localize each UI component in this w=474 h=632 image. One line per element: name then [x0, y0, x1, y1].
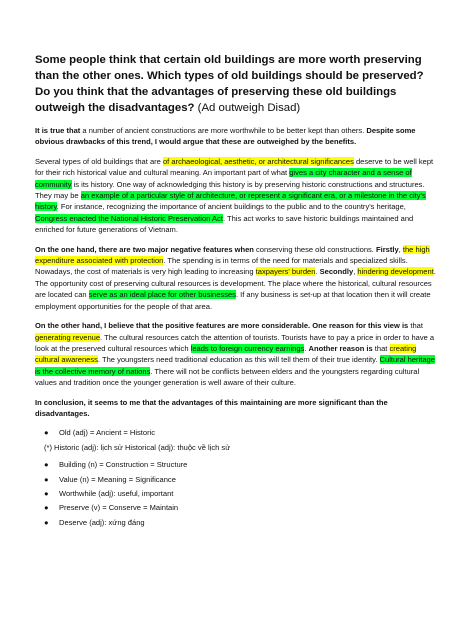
bold-run: Another reason is [308, 343, 373, 353]
intro-text: a number of ancient constructions are more worthwhile to be better kept than others. [80, 126, 367, 135]
text-run: . [315, 267, 320, 277]
highlight-yellow: the high expenditure associated with protection [35, 244, 430, 266]
prompt-note: (Ad outweigh Disad) [194, 102, 301, 114]
bold-run: Secondly [319, 267, 354, 277]
bullet-icon: ● [44, 474, 49, 484]
text-run: . [304, 343, 309, 353]
bullet-icon: ● [44, 460, 49, 470]
vocab-entry: Old (adj) = Ancient = Historic [59, 428, 156, 438]
highlight-yellow: creating cultural awareness [35, 343, 417, 365]
bullet-icon: ● [44, 488, 49, 498]
vocabulary-list [35, 427, 444, 438]
text-run: . If any business is set-up at that location then it will create employment opportunities for the people of that area. [35, 290, 431, 311]
vocab-entry: Worthwhile (adj): useful, important [59, 488, 174, 498]
highlight-green: Cultural heritage is the collective memory of nations [35, 355, 435, 376]
highlight-green: leads to foreign currency earnings [190, 343, 305, 353]
text-run: . For instance, recognizing the importance of ancient buildings to the public and to the country's heritage, [56, 202, 406, 212]
prompt-question: Some people think that certain old buildings are more worth preserving than the other ones. Which types of old buildings should be preserved? Do you think that the advantages of preserving these old buildings outweigh the disadvantages? [35, 54, 424, 114]
list-item [35, 474, 444, 485]
text-run: . The spending is in terms of the need for materials and specialized skills. Nowadays, the cost of materials is very high leading to increasing [35, 256, 408, 277]
highlight-yellow: taxpayers' burden [255, 267, 316, 277]
text-run: , [398, 244, 403, 254]
bold-run: On the one hand, there are two major negative features when [35, 244, 254, 254]
vocab-entry: Preserve (v) = Conserve = Maintain [59, 503, 179, 513]
list-item [35, 459, 444, 470]
highlight-green: Congress enacted the National Historic Preservation Act [35, 213, 223, 223]
vocab-entry: Building (n) = Construction = Structure [59, 460, 188, 470]
text-run: . The opportunity cost of preserving cultural resources is development. The place where the historical, cultural resources are located can [35, 267, 436, 300]
text-run: . The youngsters need traditional education as this will tell them of their true identity. [97, 355, 380, 365]
vocab-entry: Deserve (adj): xứng đáng [59, 517, 145, 527]
text-run: conserving these old constructions. [253, 244, 376, 254]
body-paragraph-1 [35, 156, 437, 236]
list-item [35, 517, 444, 528]
text-run: . There will not be conflicts between elders and the youngsters regarding cultural values and tradition once the younger generation is well aware of their culture. [35, 366, 420, 388]
list-item [35, 502, 444, 513]
text-run: , [353, 267, 358, 277]
highlight-yellow: hindering development [357, 267, 434, 277]
text-run: deserve to be well kept for their rich historical value and cultural meaning. An important part of what [35, 156, 434, 178]
bullet-icon: ● [44, 503, 49, 513]
text-run: is its history. One way of acknowledging this history is by preserving historic constructions and structures. They may be [35, 179, 425, 201]
text-run: . This act works to save historic buildings maintained and enriched for future generations of Vietnam. [35, 213, 414, 235]
bold-run: Firstly [376, 244, 399, 254]
highlight-yellow: of archaeological, aesthetic, or architectural significances [162, 156, 354, 166]
vocabulary-list-2 [35, 459, 444, 528]
highlight-green: an example of a particular style of architecture, or represent a significant era, or a milestone in the city's history [35, 191, 426, 212]
bullet-icon: ● [44, 517, 49, 527]
conclusion-paragraph: In conclusion, it seems to me that the advantages of this maintaining are more significant than the disadvantages. [35, 397, 388, 418]
essay-prompt [35, 52, 435, 116]
vocab-note: (*) Historic (adj): lịch sử Historical (adj): thuộc về lịch sử [44, 442, 231, 452]
bold-run: On the other hand, I believe that the positive features are more considerable. One reason for this view is [35, 321, 409, 331]
highlight-green: serve as an ideal place for other businesses [88, 290, 236, 300]
highlight-yellow: generating revenue [35, 332, 101, 342]
introduction-paragraph [35, 125, 437, 148]
intro-thesis: Despite some obvious drawbacks of this trend, I would argue that these are outweighed by the benefits. [35, 126, 416, 147]
bullet-icon: ● [44, 428, 49, 438]
text-run: that [408, 321, 423, 331]
body-paragraph-3 [35, 320, 437, 388]
body-paragraph-2 [35, 244, 437, 312]
text-run: Several types of old buildings that are [35, 156, 163, 166]
list-item [35, 427, 444, 438]
highlight-green: gives a city character and a sense of community [35, 168, 412, 189]
vocab-entry: Value (n) = Meaning = Significance [59, 474, 176, 484]
list-item [35, 488, 444, 499]
text-run: . The cultural resources catch the attention of tourists. Tourists have to pay a price in order to have a look at the preserved cultural resources which [35, 332, 435, 353]
intro-opener: It is true that [35, 126, 81, 135]
text-run: that [372, 343, 390, 353]
